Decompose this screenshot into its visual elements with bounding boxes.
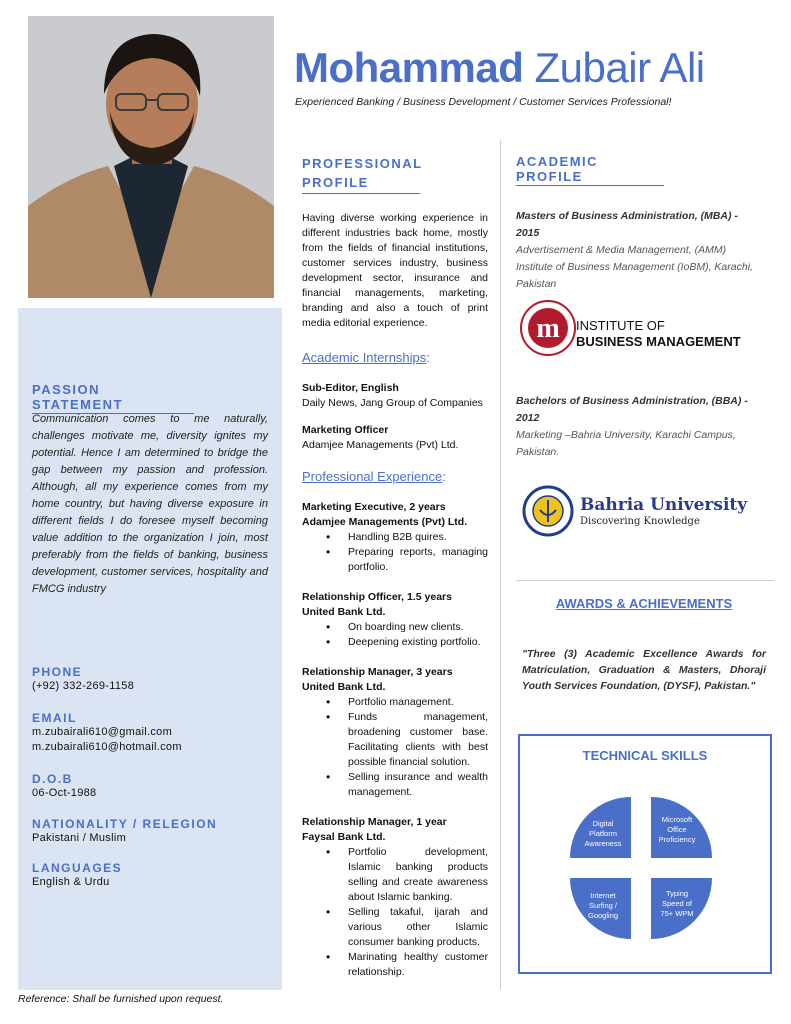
awards-text: "Three (3) Academic Excellence Awards for Matriculation, Graduation & Masters, Dhoraji Youth Services Foundation, (DYSF), Pakistan." — [522, 648, 766, 692]
bba-degree: Bachelors of Business Administration, (BBA) - 2012 — [516, 395, 748, 424]
passion-statement-title: PASSION STATEMENT — [32, 382, 194, 414]
mba-degree: Masters of Business Administration, (MBA) - 2015 — [516, 210, 738, 239]
internships-title: Academic Internships — [302, 350, 427, 365]
job-company: Faysal Bank Ltd. — [302, 831, 386, 843]
technical-skills-title: TECHNICAL SKILLS — [582, 748, 708, 763]
job-bullets — [348, 620, 488, 650]
job-entry — [302, 590, 488, 650]
job-entry — [302, 500, 488, 575]
nationality-label: NATIONALITY / RELEGION — [32, 817, 218, 831]
experience-heading — [302, 468, 488, 486]
skill-label: Proficiency — [658, 835, 696, 844]
column-divider — [500, 140, 501, 990]
job-company: United Bank Ltd. — [302, 681, 386, 693]
mba-school: Institute of Business Management (IoBM), Karachi, Pakistan — [516, 261, 753, 290]
skill-label: Platform — [589, 829, 617, 838]
technical-skills-diagram — [520, 736, 770, 972]
profile-photo-illustration — [28, 16, 274, 298]
experience-colon: : — [442, 469, 446, 484]
job-bullet: • Selling takaful, ijarah and various other Islamic consumer banking products. — [348, 905, 488, 950]
internships-colon: : — [426, 350, 430, 365]
passion-statement-text: Communication comes to me naturally, challenges motivate me, diversity ignites my potential. Hence I am determined to bridge the gap between my passion and profession. Although, all my experience comes from my home country, but having diverse exposure in different fields I do foresee myself becoming value addition to the organization I join, most preferably from the fields of banking, business development, customer services, hospitality and FMCG industry — [32, 413, 268, 595]
iobm-logo — [518, 296, 748, 360]
job-bullet: • On boarding new clients. — [348, 620, 488, 635]
job-entry — [302, 665, 488, 800]
nationality-block — [32, 817, 272, 846]
skill-label: Surfing / — [589, 901, 617, 910]
bahria-logo-tag: Discovering Knowledge — [580, 516, 700, 527]
nationality-value: Pakistani / Muslim — [32, 832, 127, 844]
job-bullets — [348, 845, 488, 980]
bahria-logo-name: Bahria University — [580, 495, 748, 515]
job-bullet: • Portfolio development, Islamic banking products selling and create awareness about Islamic banking. — [348, 845, 488, 905]
skill-label: Microsoft — [661, 815, 693, 824]
job-bullet: • Funds management, broadening customer base. Facilitating clients with best possible financial solution. — [348, 710, 488, 770]
skill-label: Googling — [587, 911, 619, 920]
job-bullet: • Handling B2B quires. — [348, 530, 488, 545]
tagline: Experienced Banking / Business Development / Customer Services Professional! — [295, 96, 672, 108]
job-entry — [302, 815, 488, 980]
dob-block — [32, 772, 272, 801]
candidate-name — [294, 44, 705, 92]
internship-org: Daily News, Jang Group of Companies — [302, 397, 483, 409]
iobm-logo-line1: INSTITUTE OF — [576, 318, 665, 333]
bahria-logo — [522, 484, 748, 538]
job-company: United Bank Ltd. — [302, 606, 386, 618]
bahria-logo-emblem — [522, 484, 748, 538]
internship-item — [302, 423, 488, 453]
professional-profile-title-line2: PROFILE — [302, 175, 369, 190]
skill-label: 75+ WPM — [660, 909, 694, 918]
internship-org: Adamjee Managements (Pvt) Ltd. — [302, 439, 459, 451]
job-bullet: • Marinating healthy customer relationship. — [348, 950, 488, 980]
skill-label: Typing — [665, 889, 689, 898]
mba-entry — [516, 208, 756, 293]
job-bullet: • Selling insurance and wealth management. — [348, 770, 488, 800]
skill-label: Speed of — [661, 899, 693, 908]
iobm-logo-emblem — [518, 296, 748, 360]
skill-label: Digital — [592, 819, 614, 828]
professional-profile-title — [302, 154, 423, 194]
skill-label: Awareness — [584, 839, 622, 848]
job-role: Marketing Executive, 2 years — [302, 501, 446, 513]
professional-profile-title-line1: PROFESSIONAL — [302, 156, 423, 171]
internship-role: Sub-Editor, English — [302, 382, 399, 394]
internship-role: Marketing Officer — [302, 424, 389, 436]
awards-title: AWARDS & ACHIEVEMENTS — [555, 596, 733, 611]
email-block — [32, 711, 272, 755]
dob-label: D.O.B — [32, 772, 73, 786]
profile-photo — [28, 16, 274, 298]
job-bullet: • Preparing reports, managing portfolio. — [348, 545, 488, 575]
reference-note: Reference: Shall be furnished upon request. — [18, 993, 224, 1005]
job-company: Adamjee Managements (Pvt) Ltd. — [302, 516, 468, 528]
phone-label: PHONE — [32, 665, 83, 679]
professional-profile-text: Having diverse working experience in different industries back home, mostly from the fields of financial institutions, customer services industry, business development sector, insurance and financial managements, marketing, branding and also a touch of print media editorial experience. — [302, 212, 488, 329]
skill-label: Internet — [590, 891, 616, 900]
job-role: Relationship Officer, 1.5 years — [302, 591, 452, 603]
languages-label: LANGUAGES — [32, 861, 123, 875]
phone-block — [32, 665, 272, 694]
internship-item — [302, 381, 488, 411]
job-bullets — [348, 695, 488, 800]
mba-field: Advertisement & Media Management, (AMM) — [516, 244, 727, 256]
section-divider — [516, 580, 774, 581]
job-role: Relationship Manager, 1 year — [302, 816, 447, 828]
bba-block — [516, 393, 756, 461]
email-value-2[interactable]: m.zubairali610@hotmail.com — [32, 741, 182, 753]
job-bullet: • Deepening existing portfolio. — [348, 635, 488, 650]
bba-school: Marketing –Bahria University, Karachi Campus, Pakistan. — [516, 429, 736, 458]
academic-profile — [516, 154, 756, 293]
job-bullets — [348, 530, 488, 575]
email-value-1[interactable]: m.zubairali610@gmail.com — [32, 726, 173, 738]
first-name: Mohammad — [294, 44, 524, 91]
internships-heading — [302, 349, 488, 367]
bba-entry — [516, 393, 756, 461]
languages-block — [32, 861, 272, 890]
dob-value: 06-Oct-1988 — [32, 787, 97, 799]
skill-label: Office — [667, 825, 687, 834]
middle-column — [302, 154, 488, 980]
technical-skills-box — [518, 734, 772, 974]
languages-value: English & Urdu — [32, 876, 110, 888]
job-role: Relationship Manager, 3 years — [302, 666, 453, 678]
email-label: EMAIL — [32, 711, 77, 725]
job-bullet: • Portfolio management. — [348, 695, 488, 710]
last-name: Zubair Ali — [534, 44, 705, 91]
experience-title: Professional Experience — [302, 469, 443, 484]
academic-profile-title: ACADEMIC PROFILE — [516, 154, 664, 186]
iobm-logo-line2: BUSINESS MANAGEMENT — [576, 334, 741, 349]
phone-value: (+92) 332-269-1158 — [32, 680, 135, 692]
iobm-logo-letter: m — [536, 313, 560, 344]
